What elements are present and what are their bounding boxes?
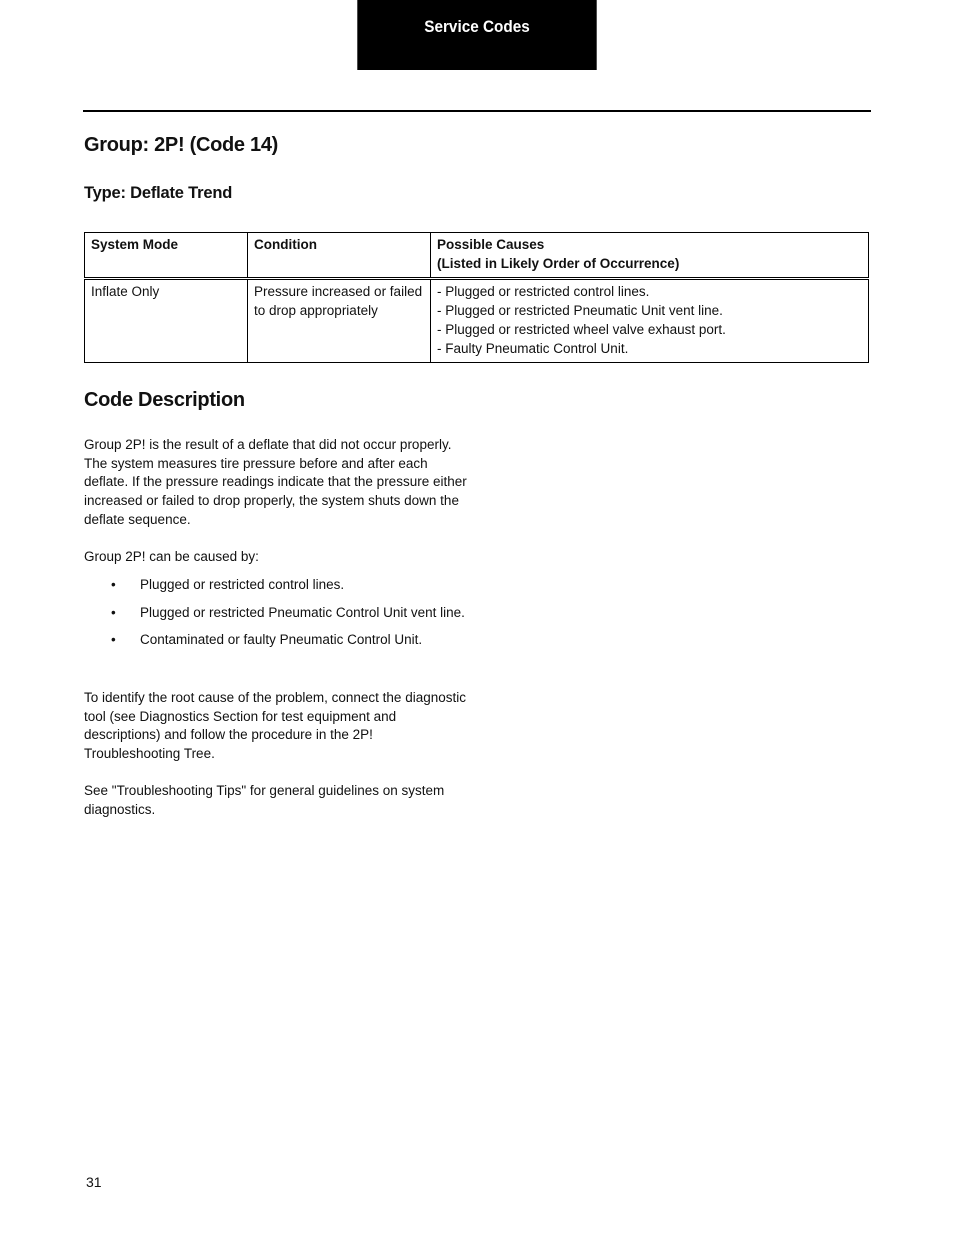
cause-item: - Plugged or restricted control lines. [437,284,650,299]
bullet-icon: • [111,577,116,592]
tips-paragraph: See "Troubleshooting Tips" for general guidelines on system diagnostics. [84,783,445,817]
header-rule [83,110,871,112]
list-item-text: Plugged or restricted Pneumatic Control Unit vent line. [140,604,465,620]
cause-item: - Faulty Pneumatic Control Unit. [437,341,629,356]
table-row [85,279,869,363]
section-header-tab [357,0,596,70]
list-item-text: Contaminated or faulty Pneumatic Control Unit. [140,632,423,648]
list-item [84,576,469,595]
cell-system-mode: Inflate Only [85,279,248,363]
list-item [84,631,469,650]
list-item-text: Plugged or restricted control lines. [140,577,345,592]
header-condition: Condition [248,233,431,279]
group-title: Group: 2P! (Code 14) [84,134,279,156]
cause-item: - Plugged or restricted Pneumatic Unit vent line. [437,303,723,318]
header-possible-causes: Possible Causes (Listed in Likely Order of Occurrence) [431,233,869,279]
code-description-title: Code Description [84,389,245,411]
cell-condition: Pressure increased or failed to drop appropriately [248,279,431,363]
list-item [84,604,469,623]
bullet-icon: • [111,604,116,620]
page-number: 31 [86,1174,102,1190]
table-header-row [85,233,869,279]
type-title: Type: Deflate Trend [84,184,233,202]
cause-item: - Plugged or restricted wheel valve exhaust port. [437,322,726,337]
diagnostic-paragraph: To identify the root cause of the problem, connect the diagnostic tool (see Diagnostics Section for test equipment and descriptions) and follow the procedure in the 2P! Troubleshooting Tree. [84,690,466,762]
service-code-table [84,232,869,363]
bullet-icon: • [111,632,116,648]
section-header-label: Service Codes [424,17,530,36]
causes-intro: Group 2P! can be caused by: [84,549,259,564]
causes-list [84,576,469,659]
description-paragraph: Group 2P! is the result of a deflate that did not occur properly. The system measures tire pressure before and after each deflate. If the pressure readings indicate that the pressure either increased or failed to drop properly, the system shuts down the deflate sequence. [84,437,467,527]
header-system-mode: System Mode [85,233,248,279]
cell-possible-causes [431,279,869,363]
